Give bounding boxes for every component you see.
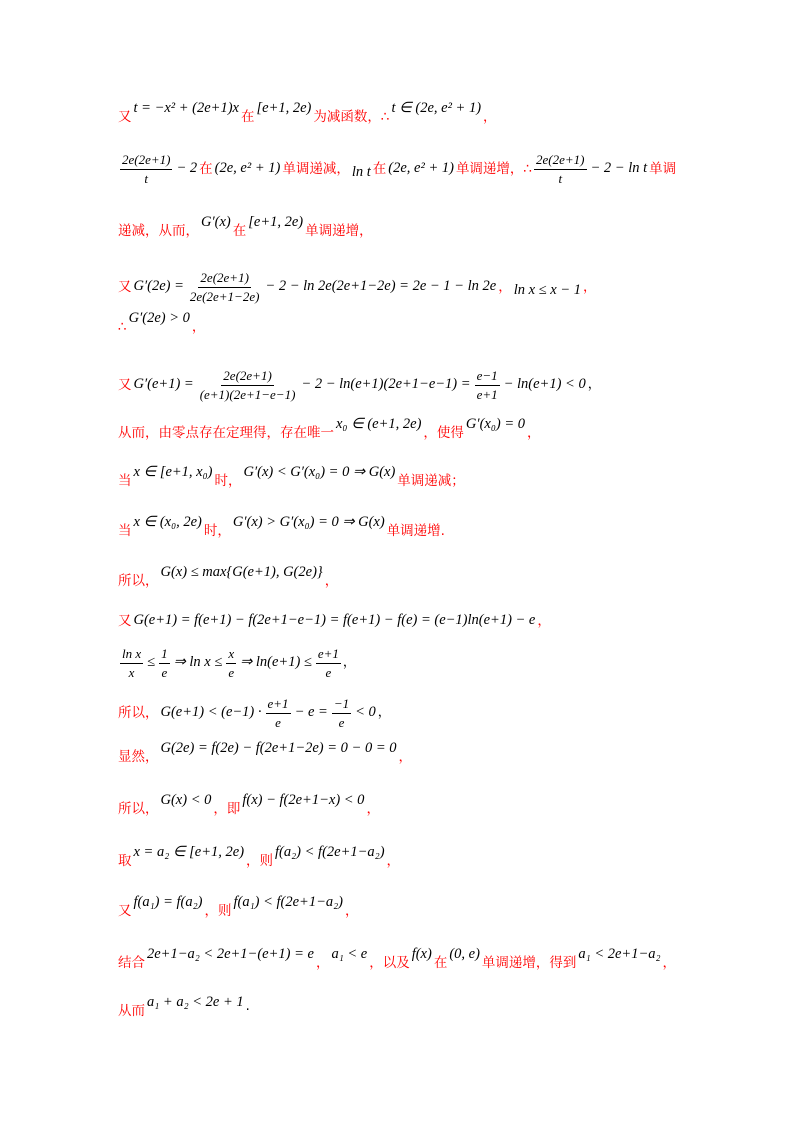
- math-expression: G′(2e) > 0: [128, 310, 190, 326]
- math-expression: x₀ ∈ (e+1, 2e): [336, 416, 422, 432]
- math-expression: a₁ < e: [331, 946, 368, 962]
- chinese-text: 时，: [214, 472, 242, 489]
- fraction-denominator: 2e(2e+1−2e): [189, 288, 260, 304]
- chinese-text: ，: [498, 279, 512, 295]
- math-expression: G′(x) < G′(x₀) = 0 ⇒ G(x): [243, 464, 396, 480]
- math-expression: a₁ + a₂ < 2e + 1: [147, 994, 244, 1010]
- chinese-text: 单调递增，∴: [455, 161, 533, 177]
- fraction-denominator: x: [128, 664, 135, 680]
- math-fraction: [226, 646, 236, 680]
- math-expression: a₁ < 2e+1−a₂: [578, 946, 661, 962]
- text-line-l10: [118, 564, 710, 589]
- chinese-text: ，: [526, 424, 541, 441]
- math-expression: (2e, e² + 1): [388, 160, 454, 177]
- chinese-text: 单调: [649, 161, 677, 177]
- punctuation: .: [245, 998, 250, 1014]
- text-line-l16: [118, 844, 710, 869]
- chinese-text: 又: [118, 902, 132, 919]
- text-line-l1: [118, 100, 710, 125]
- chinese-text: ，: [191, 318, 206, 335]
- chinese-text: ，即: [213, 800, 241, 817]
- punctuation: ，: [587, 377, 601, 393]
- chinese-text: 所以，: [118, 572, 159, 589]
- fraction-numerator: −1: [332, 696, 351, 714]
- math-expression: − e =: [294, 704, 328, 721]
- math-fraction: [159, 646, 170, 680]
- chinese-text: ∴: [118, 318, 127, 335]
- math-expression: G(2e) = f(2e) − f(2e+1−2e) = 0 − 0 = 0: [160, 740, 397, 756]
- chinese-text: 从而: [118, 1002, 145, 1019]
- chinese-text: ，则: [204, 902, 232, 919]
- text-line-l17: [118, 894, 710, 919]
- text-line-l18: [118, 946, 710, 971]
- chinese-text: ，: [582, 279, 597, 295]
- text-line-l11: [118, 612, 710, 629]
- math-expression: f(a₂) < f(2e+1−a₂): [275, 844, 385, 860]
- chinese-text: 又: [118, 377, 132, 393]
- math-expression: x ∈ [e+1, x₀): [133, 464, 213, 480]
- chinese-text: 又: [118, 279, 132, 295]
- math-expression: f(x) − f(2e+1−x) < 0: [242, 792, 365, 808]
- fraction-denominator: e: [338, 714, 345, 730]
- math-fraction: [266, 696, 291, 730]
- fraction-numerator: x: [226, 646, 236, 664]
- text-line-l5: [118, 310, 710, 335]
- chinese-text: 又: [118, 108, 132, 125]
- fraction-numerator: e+1: [316, 646, 341, 664]
- chinese-text: 在: [372, 161, 387, 177]
- chinese-text: ，: [398, 748, 412, 765]
- text-line-l2: [118, 152, 710, 186]
- fraction-denominator: e+1: [476, 386, 498, 402]
- text-line-l3: [118, 214, 710, 239]
- chinese-text: 当: [118, 472, 132, 489]
- math-expression: t = −x² + (2e+1)x: [133, 100, 239, 116]
- math-expression: G′(2e) =: [133, 278, 184, 295]
- text-line-l12: [118, 646, 710, 680]
- math-expression: G′(e+1) =: [133, 376, 194, 393]
- fraction-denominator: e: [228, 664, 235, 680]
- text-line-l14: [118, 740, 710, 765]
- math-fraction: [316, 646, 341, 680]
- math-expression: − 2: [176, 160, 198, 177]
- text-line-l15: [118, 792, 710, 817]
- chinese-text: ，: [537, 612, 551, 629]
- math-fraction: [120, 152, 172, 186]
- math-expression: f(a₁) < f(2e+1−a₂): [233, 894, 343, 910]
- math-expression: − ln(e+1) < 0: [503, 376, 586, 393]
- text-line-l8: [118, 464, 710, 489]
- chinese-text: ，: [662, 954, 677, 971]
- fraction-numerator: 2e(2e+1): [120, 152, 172, 170]
- fraction-denominator: e: [275, 714, 281, 730]
- math-fraction: [332, 696, 351, 730]
- math-expression: (2e, e² + 1): [214, 160, 281, 177]
- math-expression: ≤: [147, 654, 156, 671]
- math-expression: G′(x): [201, 214, 231, 230]
- chinese-text: 单调递增，: [305, 222, 373, 239]
- fraction-numerator: e−1: [475, 368, 500, 386]
- fraction-numerator: 1: [159, 646, 170, 664]
- chinese-text: 在: [232, 222, 247, 239]
- math-expression: x ∈ (x₀, 2e): [133, 514, 202, 530]
- math-expression: < 0: [355, 704, 376, 721]
- math-expression: G′(x₀) = 0: [465, 416, 525, 432]
- math-fraction: [475, 368, 500, 402]
- fraction-numerator: ln x: [120, 646, 143, 664]
- chinese-text: ，: [315, 954, 330, 971]
- math-fraction: [188, 270, 262, 304]
- text-line-l7: [118, 416, 710, 441]
- math-fraction: [198, 368, 298, 402]
- math-expression: ⇒ ln x ≤: [173, 654, 223, 671]
- chinese-text: 递减，从而，: [118, 222, 199, 239]
- fraction-denominator: e: [325, 664, 332, 680]
- chinese-text: 单调递减；: [397, 472, 465, 489]
- chinese-text: 为减函数，∴: [313, 108, 390, 125]
- fraction-numerator: e+1: [266, 696, 291, 714]
- math-expression: f(a₁) = f(a₂): [133, 894, 203, 910]
- chinese-text: ，以及: [369, 954, 410, 971]
- math-expression: − 2 − ln t: [590, 160, 648, 177]
- punctuation: ，: [377, 705, 391, 721]
- text-line-l4: [118, 270, 710, 304]
- math-expression: G(e+1) = f(e+1) − f(2e+1−e−1) = f(e+1) − f(e) = (e−1)ln(e+1) − e: [133, 612, 536, 628]
- math-expression: f(x): [411, 946, 432, 962]
- punctuation: ，: [342, 655, 356, 671]
- chinese-text: ，使得: [423, 424, 464, 441]
- math-expression: ln x ≤ x − 1: [513, 282, 581, 299]
- text-line-l13: [118, 696, 710, 730]
- math-expression: [e+1, 2e): [248, 214, 304, 230]
- chinese-text: ，: [345, 902, 359, 919]
- chinese-text: ，: [366, 800, 380, 817]
- chinese-text: 时，: [203, 522, 231, 539]
- math-expression: − 2 − ln 2e(2e+1−2e) = 2e − 1 − ln 2e: [265, 278, 497, 295]
- chinese-text: ，则: [246, 852, 274, 869]
- math-fraction: [534, 152, 586, 186]
- chinese-text: 当: [118, 522, 132, 539]
- fraction-numerator: 2e(2e+1): [221, 368, 273, 386]
- chinese-text: 显然，: [118, 748, 159, 765]
- math-expression: G′(x) > G′(x₀) = 0 ⇒ G(x): [232, 514, 385, 530]
- math-fraction: [120, 646, 143, 680]
- chinese-text: 取: [118, 852, 132, 869]
- text-line-l9: [118, 514, 710, 539]
- chinese-text: ，: [483, 108, 497, 125]
- chinese-text: 又: [118, 612, 132, 629]
- chinese-text: 结合: [118, 954, 145, 971]
- math-expression: 2e+1−a₂ < 2e+1−(e+1) = e: [147, 946, 314, 962]
- fraction-numerator: 2e(2e+1): [534, 152, 586, 170]
- chinese-text: 单调递增，得到: [481, 954, 577, 971]
- math-expression: (0, e): [449, 946, 480, 962]
- chinese-text: 所以，: [118, 705, 159, 721]
- fraction-denominator: e: [161, 664, 168, 680]
- chinese-text: 在: [199, 161, 213, 177]
- math-expression: [e+1, 2e): [256, 100, 312, 116]
- fraction-denominator: t: [558, 170, 563, 186]
- math-expression: t ∈ (2e, e² + 1): [391, 100, 482, 116]
- text-line-l19: [118, 994, 710, 1019]
- chinese-text: 在: [433, 954, 448, 971]
- chinese-text: ，: [386, 852, 401, 869]
- chinese-text: 从而，由零点存在定理得，存在唯一: [118, 424, 334, 441]
- math-expression: G(x) ≤ max{G(e+1), G(2e)}: [160, 564, 323, 580]
- fraction-denominator: (e+1)(2e+1−e−1): [199, 386, 296, 402]
- chinese-text: 单调递减，: [282, 161, 350, 177]
- math-expression: G(x) < 0: [160, 792, 212, 808]
- text-line-l6: [118, 368, 710, 402]
- chinese-text: 在: [240, 108, 255, 125]
- fraction-denominator: t: [144, 170, 149, 186]
- math-expression: ln t: [351, 164, 371, 181]
- fraction-numerator: 2e(2e+1): [198, 270, 250, 288]
- math-expression: G(e+1) < (e−1) ·: [160, 704, 262, 721]
- chinese-text: 所以，: [118, 800, 159, 817]
- math-expression: − 2 − ln(e+1)(2e+1−e−1) =: [301, 376, 471, 393]
- math-expression: x = a₂ ∈ [e+1, 2e): [133, 844, 245, 860]
- chinese-text: 单调递增.: [386, 522, 445, 539]
- chinese-text: ，: [324, 572, 339, 589]
- math-expression: ⇒ ln(e+1) ≤: [240, 654, 312, 671]
